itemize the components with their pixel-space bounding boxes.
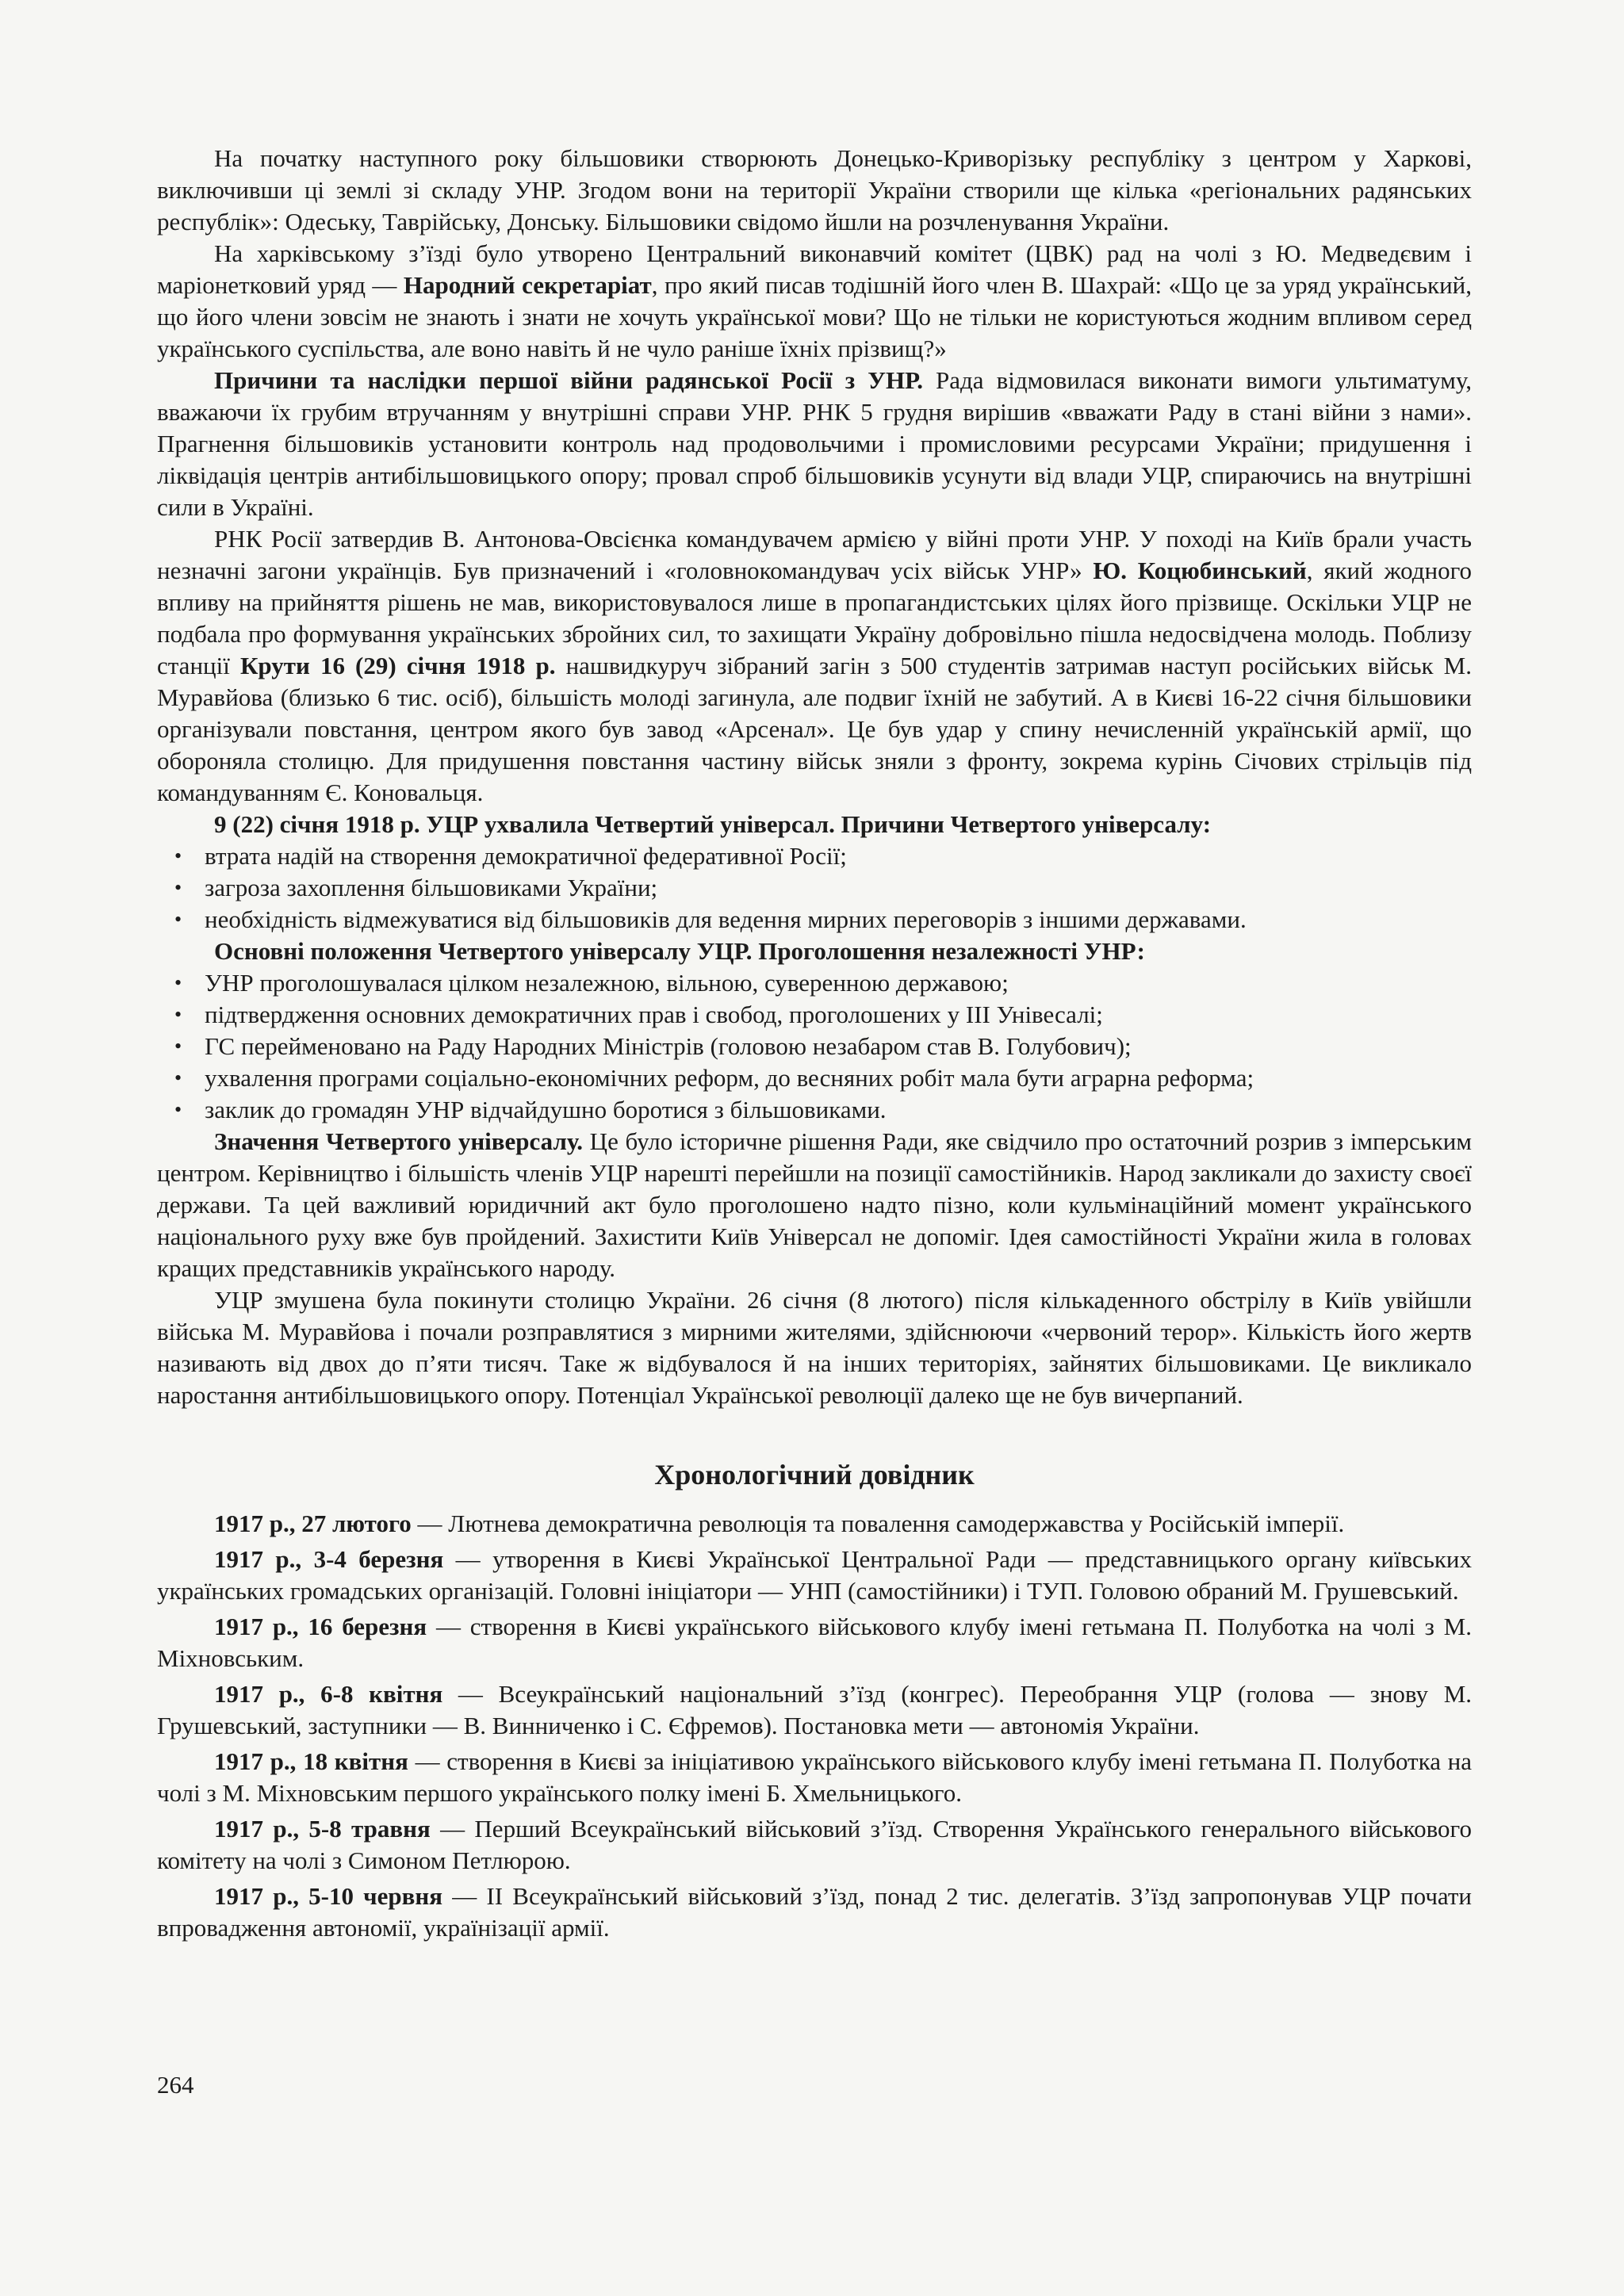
page-number: 264	[157, 2071, 194, 2099]
chronology-date: 1917 р., 18 квітня	[214, 1747, 408, 1775]
intro-paragraph-2	[157, 238, 1472, 365]
chronology-entry	[157, 1544, 1472, 1607]
war-causes-heading: Причини та наслідки першої війни радянської Росії з УНР.	[214, 366, 923, 394]
chronology-date: 1917 р., 5-10 червня	[214, 1882, 443, 1910]
list-item	[157, 967, 1472, 999]
intro-paragraph-1: На початку наступного року більшовики створюють Донецько-Криворізьку республіку з центром у Харкові, виключивши ці землі зі складу УНР. Згодом вони на території України створили ще кілька «регіональних радянських республік»: Одеську, Таврійську, Донську. Більшовики свідомо йшли на розчленування України.	[157, 144, 1472, 235]
chronology-list	[157, 1508, 1472, 1944]
chronology-text: — створення в Києві українського військового клубу імені гетьмана П. Полуботка на чолі з М. Міхновським.	[157, 1613, 1472, 1672]
chronology-date: 1917 р., 16 березня	[214, 1613, 427, 1640]
list-item	[157, 999, 1472, 1031]
chronology-entry	[157, 1746, 1472, 1809]
chronology-date: 1917 р., 5-8 травня	[214, 1815, 431, 1843]
chronology-text: — II Всеукраїнський військовий з’їзд, понад 2 тис. делегатів. З’їзд запропонував УЦР почати впровадження автономії, українізації армії.	[157, 1882, 1472, 1942]
chronology-text: — Лютнева демократична революція та повалення самодержавства у Російській імперії.	[411, 1510, 1345, 1537]
intro-p2-text-b: , про який писав тодішній його член В. Шахрай: «Що це за уряд український, що його члени зовсім не знають і знати не хочуть української мови? Що не тільки не користуються жодним впливом серед українського суспільства, але воно навіть й не чуло раніше їхніх прізвищ?»	[157, 271, 1472, 362]
list-item	[157, 1094, 1472, 1126]
war-causes-paragraph	[157, 365, 1472, 523]
universal-heading	[157, 809, 1472, 840]
chronology-date: 1917 р., 3-4 березня	[214, 1545, 444, 1573]
list-item-text: ГС перейменовано на Раду Народних Міністрів (головою незабаром став В. Голубович);	[205, 1032, 1132, 1060]
chronology-text: — створення в Києві за ініціативою українського військового клубу імені гетьмана П. Полуботка на чолі з М. Міхновським першого українського полку імені Б. Хмельницького.	[157, 1747, 1472, 1807]
list-item-text: необхідність відмежуватися від більшовиків для ведення мирних переговорів з іншими державами.	[205, 905, 1247, 933]
war-p2-bold-kruty: Крути 16 (29) січня 1918 р.	[239, 652, 556, 679]
list-item-text: загроза захоплення більшовиками України;	[205, 874, 658, 901]
list-item	[157, 872, 1472, 904]
chronology-entry	[157, 1881, 1472, 1944]
final-paragraph: УЦР змушена була покинути столицю України. 26 січня (8 лютого) після кількаденного обстрілу в Київ увійшли війська М. Муравйова і почали розправлятися з мирними жителями, здійснюючи «червоний терор». Кількість його жертв називають від двох до п’яти тисяч. Таке ж відбувалося й на інших територіях, зайнятих більшовиками. Це викликало наростання антибільшовицького опору. Потенціал Української революції далеко ще не був вичерпаний.	[157, 1286, 1472, 1409]
chronology-entry	[157, 1813, 1472, 1877]
list-item-text: підтвердження основних демократичних прав і свобод, проголошених у III Унівесалі;	[205, 1001, 1103, 1028]
bullet-icon: •	[174, 876, 182, 899]
significance-paragraph	[157, 1126, 1472, 1284]
bullet-icon: •	[174, 1035, 182, 1058]
significance-heading: Значення Четвертого універсалу.	[214, 1127, 583, 1155]
war-p2-text-b: , який жодного впливу на прийняття рішень не мав, використовувалося лише в пропагандистських цілях його прізвище. Оскільки УЦР не подбала про формування українських збройних сил, то захищати Україну добровільно пішла недосвідчена молодь. Поблизу станції	[157, 557, 1473, 679]
chronology-date: 1917 р., 27 лютого	[214, 1510, 412, 1537]
bullet-icon: •	[174, 1003, 182, 1026]
provisions-heading	[157, 936, 1472, 967]
war-p2-bold-kotsiubynskyi: Ю. Коцюбинський	[1093, 557, 1307, 584]
list-item	[157, 904, 1472, 936]
intro-p2-bold: Народний секретаріат	[403, 271, 652, 299]
page-content	[157, 143, 1472, 1948]
universal-provisions-list	[157, 967, 1472, 1126]
list-item	[157, 840, 1472, 872]
bullet-icon: •	[174, 844, 182, 867]
chronology-title: Хронологічний довідник	[654, 1459, 975, 1490]
significance-text: Це було історичне рішення Ради, яке свідчило про остаточний розрив з імперським центром. Керівництво і більшість членів УЦР нарешті перейшли на позиції самостійників. Народ закликали до захисту своєї держави. Та цей важливий юридичний акт було проголошено надто пізно, коли кульмінаційний момент українського національного руху вже був пройдений. Захистити Київ Універсал не допоміг. Ідея самостійності України жила в головах кращих представників українського народу.	[157, 1127, 1472, 1282]
chronology-text: — Перший Всеукраїнський військовий з’їзд. Створення Українського генерального військового комітету на чолі з Симоном Петлюрою.	[157, 1815, 1472, 1874]
list-item	[157, 1031, 1472, 1062]
war-causes-text: Рада відмовилася виконати вимоги ультиматуму, вважаючи їх грубим втручанням у внутрішні справи УНР. РНК 5 грудня вирішив «вважати Раду в стані війни з нами». Прагнення більшовиків установити контроль над продовольчими і промисловими ресурсами України; придушення і ліквідація центрів антибільшовицького опору; провал спроб більшовиків усунути від влади УЦР, спираючись на внутрішні сили в Україні.	[157, 366, 1472, 521]
provisions-heading-text: Основні положення Четвертого універсалу УЦР. Проголошення незалежності УНР:	[214, 937, 1145, 965]
list-item-text: втрата надій на створення демократичної федеративної Росії;	[205, 842, 847, 870]
intro-p2-text-a: На харківському з’їзді було утворено Центральний виконавчий комітет (ЦВК) рад на чолі з Ю. Медведєвим і маріонетковий уряд —	[157, 239, 1472, 299]
chronology-entry	[157, 1611, 1472, 1674]
bullet-icon: •	[174, 971, 182, 994]
chronology-date: 1917 р., 6-8 квітня	[214, 1680, 443, 1708]
bullet-icon: •	[174, 1098, 182, 1121]
universal-reasons-list	[157, 840, 1472, 936]
chronology-entry	[157, 1678, 1472, 1742]
bullet-icon: •	[174, 1066, 182, 1089]
list-item-text: ухвалення програми соціально-економічних реформ, до весняних робіт мала бути аграрна реформа;	[205, 1064, 1254, 1092]
war-p2-text-a: РНК Росії затвердив В. Антонова-Овсієнка командувачем армією у війні проти УНР. У поході на Київ брали участь незначні загони українців. Був призначений і «головнокомандувач усіх військ УНР»	[157, 525, 1472, 584]
list-item	[157, 1062, 1472, 1094]
war-p2-text-c: нашвидкуруч зібраний загін з 500 студентів затримав наступ російських військ М. Муравйова (близько 6 тис. осіб), більшість молоді загинула, але подвиг їхній не забутий. А в Києві 16-22 січня більшовики організували повстання, центром якого був завод «Арсенал». Це був удар у спину нечисленній українській армії, що обороняла столицю. Для придушення повстання частину військ зняли з фронту, зокрема курінь Січових стрільців під командуванням Є. Коновальця.	[157, 652, 1472, 806]
chronology-text: — Всеукраїнський національний з’їзд (конгрес). Переобрання УЦР (голова — знову М. Грушевський, заступники — В. Винниченко і С. Єфремов). Постановка мети — автономія України.	[157, 1680, 1473, 1739]
list-item-text: заклик до громадян УНР відчайдушно боротися з більшовиками.	[205, 1096, 887, 1123]
universal-heading-text: 9 (22) січня 1918 р. УЦР ухвалила Четвертий універсал. Причини Четвертого універсалу:	[214, 810, 1212, 838]
chronology-text: — утворення в Києві Української Центральної Ради — представницького органу київських українських громадських організацій. Головні ініціатори — УНП (самостійники) і ТУП. Головою обраний М. Грушевський.	[157, 1545, 1472, 1605]
war-course-paragraph	[157, 523, 1472, 809]
bullet-icon: •	[174, 908, 182, 931]
chronology-entry	[157, 1508, 1472, 1540]
list-item-text: УНР проголошувалася цілком незалежною, вільною, суверенною державою;	[205, 969, 1009, 997]
